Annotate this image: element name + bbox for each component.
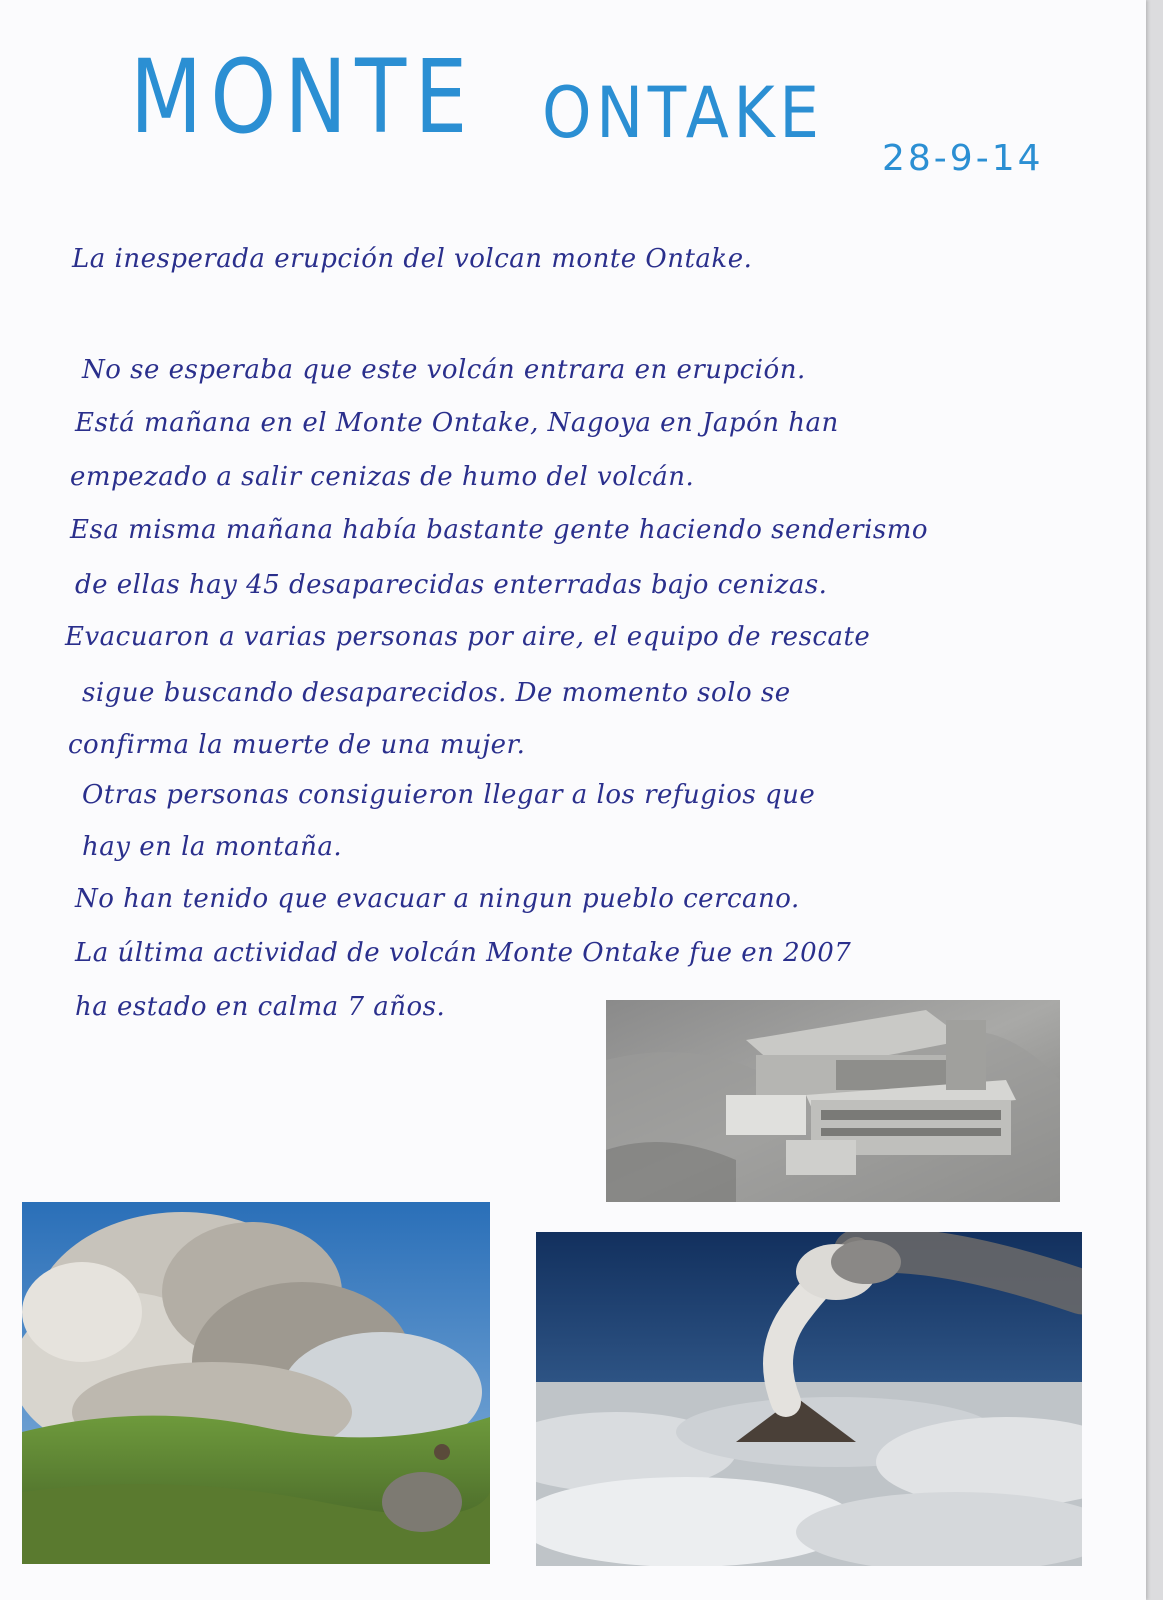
headline-line: La inesperada erupción del volcan monte Ontake.	[72, 244, 753, 274]
text-line: ha estado en calma 7 años.	[75, 992, 446, 1022]
eruption-ash-cloud-photo	[22, 1202, 490, 1564]
text-line: empezado a salir cenizas de humo del volcán.	[70, 462, 695, 492]
text-line: de ellas hay 45 desaparecidas enterradas bajo cenizas.	[75, 570, 828, 600]
text-line: No se esperaba que este volcán entrara en erupción.	[82, 355, 806, 385]
text-line: La última actividad de volcán Monte Ontake fue en 2007	[75, 938, 852, 968]
date: 28-9-14	[882, 138, 1044, 179]
title-monte: MONTE	[130, 38, 476, 157]
text-line: Esa misma mañana había bastante gente haciendo senderismo	[70, 515, 929, 545]
volcano-plume-above-clouds-photo	[536, 1232, 1082, 1566]
text-line: Evacuaron a varias personas por aire, el equipo de rescate	[65, 622, 871, 652]
text-line: hay en la montaña.	[82, 832, 343, 862]
text-line: No han tenido que evacuar a ningun pueblo cercano.	[75, 884, 800, 914]
text-line: confirma la muerte de una mujer.	[68, 730, 526, 760]
title-ontake: ONTAKE	[542, 72, 824, 154]
text-line: sigue buscando desaparecidos. De momento solo se	[82, 678, 791, 708]
page-title	[130, 30, 930, 170]
ash-covered-huts-photo	[606, 1000, 1060, 1202]
text-line: Otras personas consiguieron llegar a los refugios que	[82, 780, 816, 810]
text-line: Está mañana en el Monte Ontake, Nagoya en Japón han	[75, 408, 839, 438]
